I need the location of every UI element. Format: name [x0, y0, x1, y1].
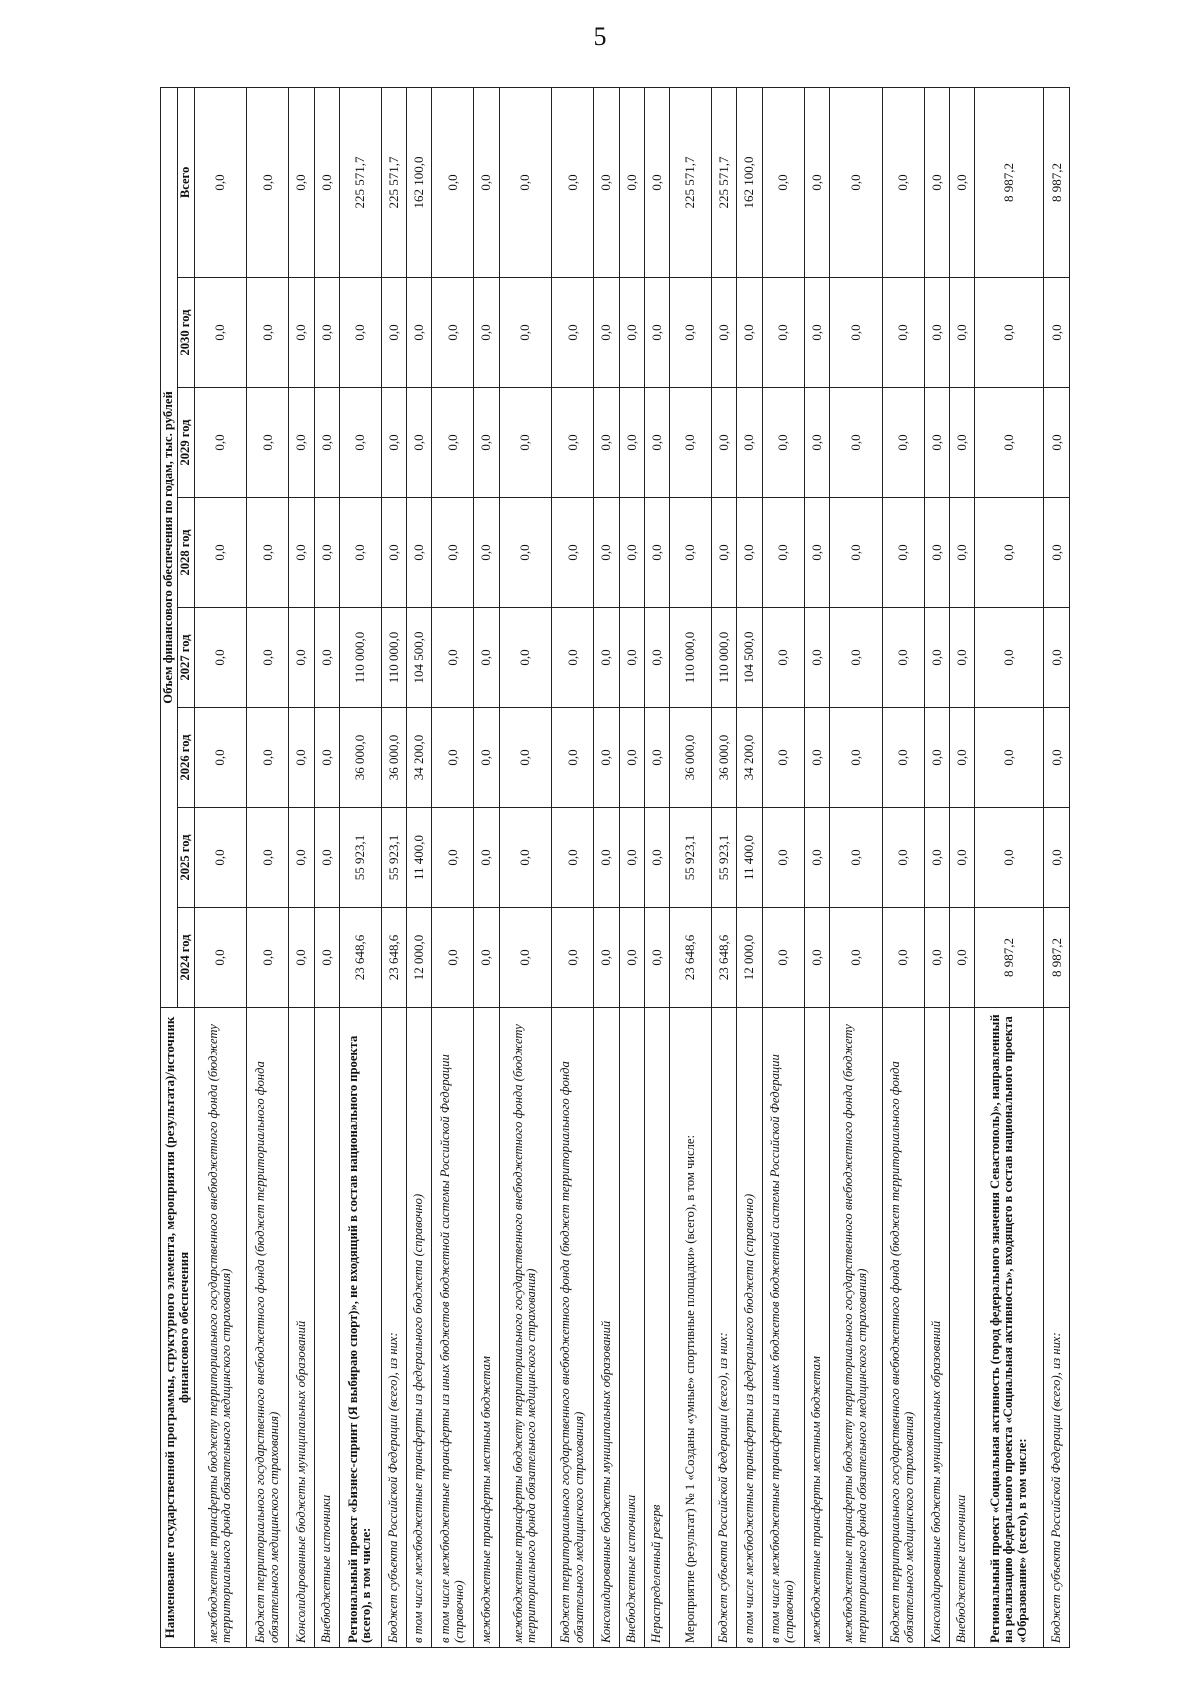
- row-value: 0,0: [289, 498, 314, 608]
- row-value: 110 000,0: [712, 608, 737, 708]
- table-row: [829, 87, 882, 1647]
- row-value: 0,0: [1044, 498, 1070, 608]
- row-value: 0,0: [194, 388, 247, 498]
- header-year-2026: 2026 год: [177, 708, 194, 808]
- table-row: [499, 87, 552, 1647]
- table-row: [194, 87, 247, 1647]
- row-value: 0,0: [499, 608, 552, 708]
- table-row: [1044, 87, 1070, 1647]
- row-value: 0,0: [924, 388, 949, 498]
- row-value: 0,0: [194, 708, 247, 808]
- row-value: 0,0: [644, 708, 669, 808]
- row-value: 0,0: [762, 87, 804, 277]
- row-value: 0,0: [644, 278, 669, 388]
- header-year-2027: 2027 год: [177, 608, 194, 708]
- row-value: 0,0: [762, 388, 804, 498]
- row-value: 0,0: [247, 608, 289, 708]
- row-value: 34 200,0: [407, 708, 432, 808]
- row-name: межбюджетные трансферты местным бюджетам: [474, 1008, 499, 1648]
- row-value: 0,0: [882, 708, 924, 808]
- table-body: [194, 87, 1069, 1647]
- row-value: 0,0: [194, 908, 247, 1008]
- row-value: 225 571,7: [339, 87, 381, 277]
- row-value: 0,0: [804, 278, 829, 388]
- row-value: 0,0: [1044, 708, 1070, 808]
- row-value: 0,0: [975, 388, 1044, 498]
- row-value: 0,0: [314, 708, 339, 808]
- row-name: Внебюджетные источники: [619, 1008, 644, 1648]
- row-value: 0,0: [552, 87, 594, 277]
- row-value: 0,0: [407, 498, 432, 608]
- row-value: 8 987,2: [1044, 908, 1070, 1008]
- row-value: 0,0: [194, 808, 247, 908]
- header-row-1: [161, 87, 178, 1647]
- page-number: 5: [593, 22, 607, 51]
- header-year-2030: 2030 год: [177, 278, 194, 388]
- row-name: Региональный проект «Бизнес-спринт (Я выбираю спорт)», не входящий в состав национального проекта (всего), в том числе:: [339, 1008, 381, 1648]
- row-value: 0,0: [314, 278, 339, 388]
- row-value: 0,0: [247, 498, 289, 608]
- row-value: 0,0: [594, 498, 619, 608]
- row-value: 0,0: [882, 87, 924, 277]
- table-row: [670, 87, 712, 1647]
- row-value: 0,0: [619, 87, 644, 277]
- row-value: 0,0: [314, 388, 339, 498]
- row-value: 0,0: [474, 388, 499, 498]
- row-name: Региональный проект «Социальная активность (город федерального значения Севастополь)», направленный на реализацию федерального проекта «Социальная активность», входящего в состав национального проекта «Образование» (всего), в том числе:: [975, 1008, 1044, 1648]
- row-value: 36 000,0: [339, 708, 381, 808]
- row-value: 0,0: [474, 87, 499, 277]
- row-value: 0,0: [381, 498, 406, 608]
- row-value: 0,0: [247, 908, 289, 1008]
- row-value: 0,0: [594, 708, 619, 808]
- row-value: 0,0: [644, 908, 669, 1008]
- row-value: 0,0: [712, 498, 737, 608]
- row-value: 0,0: [949, 278, 974, 388]
- row-name: Консолидированные бюджеты муниципальных образований: [594, 1008, 619, 1648]
- row-name: Консолидированные бюджеты муниципальных образований: [924, 1008, 949, 1648]
- table-row: [804, 87, 829, 1647]
- row-value: 0,0: [762, 608, 804, 708]
- row-value: 0,0: [289, 708, 314, 808]
- row-value: 0,0: [737, 388, 762, 498]
- row-value: 0,0: [975, 708, 1044, 808]
- row-value: 0,0: [594, 87, 619, 277]
- row-value: 55 923,1: [712, 808, 737, 908]
- row-value: 0,0: [619, 808, 644, 908]
- row-value: 0,0: [829, 498, 882, 608]
- row-value: 0,0: [949, 388, 974, 498]
- table-row: [314, 87, 339, 1647]
- row-name: Бюджет субъекта Российской Федерации (всего), из них:: [1044, 1008, 1070, 1648]
- row-value: 0,0: [194, 278, 247, 388]
- table-row: [712, 87, 737, 1647]
- rotated-table-container: [160, 88, 1070, 1648]
- row-value: 0,0: [194, 498, 247, 608]
- row-value: 0,0: [762, 808, 804, 908]
- row-value: 8 987,2: [1044, 87, 1070, 277]
- row-value: 11 400,0: [407, 808, 432, 908]
- row-value: 0,0: [619, 708, 644, 808]
- financing-table: [160, 87, 1070, 1648]
- row-name: Бюджет территориального государственного внебюджетного фонда (бюджет территориального фонда обязательного медицинского страхования): [882, 1008, 924, 1648]
- row-value: 0,0: [924, 608, 949, 708]
- row-value: 0,0: [949, 87, 974, 277]
- row-value: 0,0: [1044, 808, 1070, 908]
- table-row: [882, 87, 924, 1647]
- row-name: в том числе межбюджетные трансферты из федерального бюджета (справочно): [407, 1008, 432, 1648]
- row-value: 104 500,0: [407, 608, 432, 708]
- row-value: 0,0: [737, 278, 762, 388]
- row-value: 0,0: [552, 278, 594, 388]
- row-name: в том числе межбюджетные трансферты из иных бюджетов бюджетной системы Российской Федерации (справочно): [432, 1008, 474, 1648]
- row-value: 0,0: [552, 908, 594, 1008]
- row-value: 23 648,6: [381, 908, 406, 1008]
- row-value: 0,0: [670, 498, 712, 608]
- table-row: [432, 87, 474, 1647]
- row-value: 0,0: [552, 808, 594, 908]
- row-value: 225 571,7: [712, 87, 737, 277]
- row-value: 0,0: [1044, 608, 1070, 708]
- row-name: в том числе межбюджетные трансферты из федерального бюджета (справочно): [737, 1008, 762, 1648]
- table-row: [975, 87, 1044, 1647]
- row-name: межбюджетные трансферты местным бюджетам: [804, 1008, 829, 1648]
- row-value: 0,0: [552, 708, 594, 808]
- row-name: Консолидированные бюджеты муниципальных образований: [289, 1008, 314, 1648]
- row-value: 0,0: [499, 278, 552, 388]
- row-value: 0,0: [432, 388, 474, 498]
- row-value: 0,0: [829, 608, 882, 708]
- row-value: 0,0: [882, 498, 924, 608]
- row-value: 11 400,0: [737, 808, 762, 908]
- row-value: 0,0: [619, 388, 644, 498]
- row-value: 8 987,2: [975, 908, 1044, 1008]
- row-value: 36 000,0: [670, 708, 712, 808]
- row-value: 0,0: [314, 808, 339, 908]
- row-value: 0,0: [619, 908, 644, 1008]
- row-value: 0,0: [552, 608, 594, 708]
- row-name: межбюджетные трансферты бюджету территориального государственного внебюджетного фонда (бюджету территориального фонда обязательного медицинского страхования): [499, 1008, 552, 1648]
- row-value: 104 500,0: [737, 608, 762, 708]
- row-value: 0,0: [762, 908, 804, 1008]
- table-row: [619, 87, 644, 1647]
- row-value: 0,0: [552, 498, 594, 608]
- row-value: 0,0: [644, 388, 669, 498]
- row-value: 0,0: [314, 498, 339, 608]
- row-value: 0,0: [432, 808, 474, 908]
- row-value: 12 000,0: [737, 908, 762, 1008]
- row-value: 0,0: [882, 608, 924, 708]
- header-year-2028: 2028 год: [177, 498, 194, 608]
- row-value: 0,0: [882, 388, 924, 498]
- row-value: 0,0: [499, 808, 552, 908]
- row-value: 0,0: [924, 808, 949, 908]
- row-value: 0,0: [975, 608, 1044, 708]
- row-value: 0,0: [381, 388, 406, 498]
- row-value: 0,0: [432, 498, 474, 608]
- row-value: 0,0: [975, 808, 1044, 908]
- row-value: 0,0: [882, 278, 924, 388]
- row-value: 0,0: [644, 808, 669, 908]
- row-value: 34 200,0: [737, 708, 762, 808]
- row-value: 12 000,0: [407, 908, 432, 1008]
- row-value: 162 100,0: [407, 87, 432, 277]
- row-name: Нераспределенный резерв: [644, 1008, 669, 1648]
- row-value: 0,0: [194, 608, 247, 708]
- row-value: 110 000,0: [339, 608, 381, 708]
- row-value: 0,0: [804, 708, 829, 808]
- row-value: 0,0: [644, 87, 669, 277]
- row-value: 0,0: [804, 388, 829, 498]
- row-value: 0,0: [804, 808, 829, 908]
- row-name: Внебюджетные источники: [949, 1008, 974, 1648]
- table-row: [552, 87, 594, 1647]
- row-value: 0,0: [314, 87, 339, 277]
- header-year-2029: 2029 год: [177, 388, 194, 498]
- header-year-2025: 2025 год: [177, 808, 194, 908]
- row-value: 0,0: [829, 808, 882, 908]
- row-value: 0,0: [619, 608, 644, 708]
- table-row: [247, 87, 289, 1647]
- row-value: 0,0: [804, 498, 829, 608]
- row-value: 0,0: [619, 278, 644, 388]
- row-value: 0,0: [499, 87, 552, 277]
- row-value: 0,0: [339, 278, 381, 388]
- row-name: Внебюджетные источники: [314, 1008, 339, 1648]
- row-value: 0,0: [670, 278, 712, 388]
- row-value: 162 100,0: [737, 87, 762, 277]
- row-value: 0,0: [407, 278, 432, 388]
- row-name: Бюджет территориального государственного внебюджетного фонда (бюджет территориального фонда обязательного медицинского страхования): [552, 1008, 594, 1648]
- row-value: 0,0: [247, 278, 289, 388]
- row-value: 0,0: [594, 808, 619, 908]
- row-value: 0,0: [474, 278, 499, 388]
- row-value: 0,0: [762, 278, 804, 388]
- row-value: 0,0: [407, 388, 432, 498]
- row-value: 0,0: [314, 608, 339, 708]
- row-value: 0,0: [594, 278, 619, 388]
- row-value: 0,0: [289, 908, 314, 1008]
- row-value: 0,0: [949, 708, 974, 808]
- row-value: 0,0: [594, 388, 619, 498]
- row-name: Бюджет субъекта Российской Федерации (всего), из них:: [381, 1008, 406, 1648]
- row-value: 0,0: [949, 908, 974, 1008]
- row-value: 0,0: [247, 708, 289, 808]
- row-value: 0,0: [712, 388, 737, 498]
- row-name: Мероприятие (результат) № 1 «Созданы «умные» спортивные площадки» (всего), в том числе:: [670, 1008, 712, 1648]
- row-value: 0,0: [949, 608, 974, 708]
- table-row: [474, 87, 499, 1647]
- row-value: 0,0: [924, 87, 949, 277]
- row-value: 225 571,7: [381, 87, 406, 277]
- row-value: 36 000,0: [381, 708, 406, 808]
- row-value: 0,0: [829, 278, 882, 388]
- row-value: 0,0: [829, 87, 882, 277]
- row-value: 0,0: [644, 608, 669, 708]
- row-value: 0,0: [882, 808, 924, 908]
- row-value: 0,0: [289, 388, 314, 498]
- row-value: 0,0: [829, 708, 882, 808]
- row-value: 0,0: [474, 808, 499, 908]
- row-value: 0,0: [762, 708, 804, 808]
- row-value: 0,0: [432, 708, 474, 808]
- table-row: [644, 87, 669, 1647]
- row-value: 0,0: [289, 278, 314, 388]
- row-value: 0,0: [247, 808, 289, 908]
- row-value: 0,0: [712, 278, 737, 388]
- row-value: 0,0: [289, 87, 314, 277]
- row-value: 0,0: [882, 908, 924, 1008]
- row-value: 23 648,6: [670, 908, 712, 1008]
- row-value: 0,0: [432, 608, 474, 708]
- row-value: 0,0: [499, 708, 552, 808]
- header-year-2024: 2024 год: [177, 908, 194, 1008]
- row-name: межбюджетные трансферты бюджету территориального государственного внебюджетного фонда (бюджету территориального фонда обязательного медицинского страхования): [829, 1008, 882, 1648]
- row-value: 0,0: [762, 498, 804, 608]
- row-value: 0,0: [247, 87, 289, 277]
- table-row: [407, 87, 432, 1647]
- row-value: 0,0: [804, 608, 829, 708]
- row-value: 0,0: [381, 278, 406, 388]
- row-value: 0,0: [829, 908, 882, 1008]
- table-row: [949, 87, 974, 1647]
- row-value: 0,0: [975, 498, 1044, 608]
- row-value: 0,0: [924, 278, 949, 388]
- row-value: 110 000,0: [670, 608, 712, 708]
- row-value: 23 648,6: [339, 908, 381, 1008]
- table-row: [594, 87, 619, 1647]
- row-value: 0,0: [339, 388, 381, 498]
- row-value: 0,0: [499, 388, 552, 498]
- row-value: 0,0: [975, 278, 1044, 388]
- row-value: 0,0: [499, 498, 552, 608]
- row-value: 0,0: [499, 908, 552, 1008]
- row-value: 0,0: [552, 388, 594, 498]
- row-value: 0,0: [1044, 388, 1070, 498]
- table-row: [762, 87, 804, 1647]
- row-value: 36 000,0: [712, 708, 737, 808]
- header-name-column: Наименование государственной программы, структурного элемента, мероприятия (результата)/источник финансового обеспечения: [161, 1008, 195, 1648]
- row-name: в том числе межбюджетные трансферты из иных бюджетов бюджетной системы Российской Федерации (справочно): [762, 1008, 804, 1648]
- table-row: [289, 87, 314, 1647]
- row-value: 0,0: [829, 388, 882, 498]
- row-value: 0,0: [474, 708, 499, 808]
- row-value: 0,0: [194, 87, 247, 277]
- table-row: [381, 87, 406, 1647]
- row-value: 0,0: [289, 808, 314, 908]
- row-value: 0,0: [474, 608, 499, 708]
- row-value: 0,0: [949, 498, 974, 608]
- row-value: 23 648,6: [712, 908, 737, 1008]
- table-row: [737, 87, 762, 1647]
- row-value: 0,0: [314, 908, 339, 1008]
- row-value: 0,0: [594, 908, 619, 1008]
- row-name: межбюджетные трансферты бюджету территориального государственного внебюджетного фонда (бюджету территориального фонда обязательного медицинского страхования): [194, 1008, 247, 1648]
- row-name: Бюджет территориального государственного внебюджетного фонда (бюджет территориального фонда обязательного медицинского страхования): [247, 1008, 289, 1648]
- row-name: Бюджет субъекта Российской Федерации (всего), из них:: [712, 1008, 737, 1648]
- header-total: Всего: [177, 87, 194, 277]
- row-value: 55 923,1: [381, 808, 406, 908]
- row-value: 0,0: [644, 498, 669, 608]
- row-value: 55 923,1: [670, 808, 712, 908]
- row-value: 0,0: [924, 708, 949, 808]
- row-value: 110 000,0: [381, 608, 406, 708]
- row-value: 0,0: [804, 87, 829, 277]
- row-value: 0,0: [474, 498, 499, 608]
- row-value: 0,0: [247, 388, 289, 498]
- row-value: 0,0: [432, 87, 474, 277]
- row-value: 0,0: [924, 498, 949, 608]
- row-value: 0,0: [289, 608, 314, 708]
- table-row: [339, 87, 381, 1647]
- row-value: 0,0: [432, 908, 474, 1008]
- row-value: 225 571,7: [670, 87, 712, 277]
- row-value: 0,0: [432, 278, 474, 388]
- row-value: 0,0: [737, 498, 762, 608]
- row-value: 0,0: [474, 908, 499, 1008]
- row-value: 0,0: [670, 388, 712, 498]
- row-value: 0,0: [339, 498, 381, 608]
- row-value: 0,0: [619, 498, 644, 608]
- row-value: 0,0: [594, 608, 619, 708]
- row-value: 55 923,1: [339, 808, 381, 908]
- row-value: 8 987,2: [975, 87, 1044, 277]
- row-value: 0,0: [1044, 278, 1070, 388]
- header-volume-group: Объем финансового обеспечения по годам, тыс. рублей: [161, 87, 178, 1007]
- row-value: 0,0: [949, 808, 974, 908]
- row-value: 0,0: [804, 908, 829, 1008]
- table-row: [924, 87, 949, 1647]
- row-value: 0,0: [924, 908, 949, 1008]
